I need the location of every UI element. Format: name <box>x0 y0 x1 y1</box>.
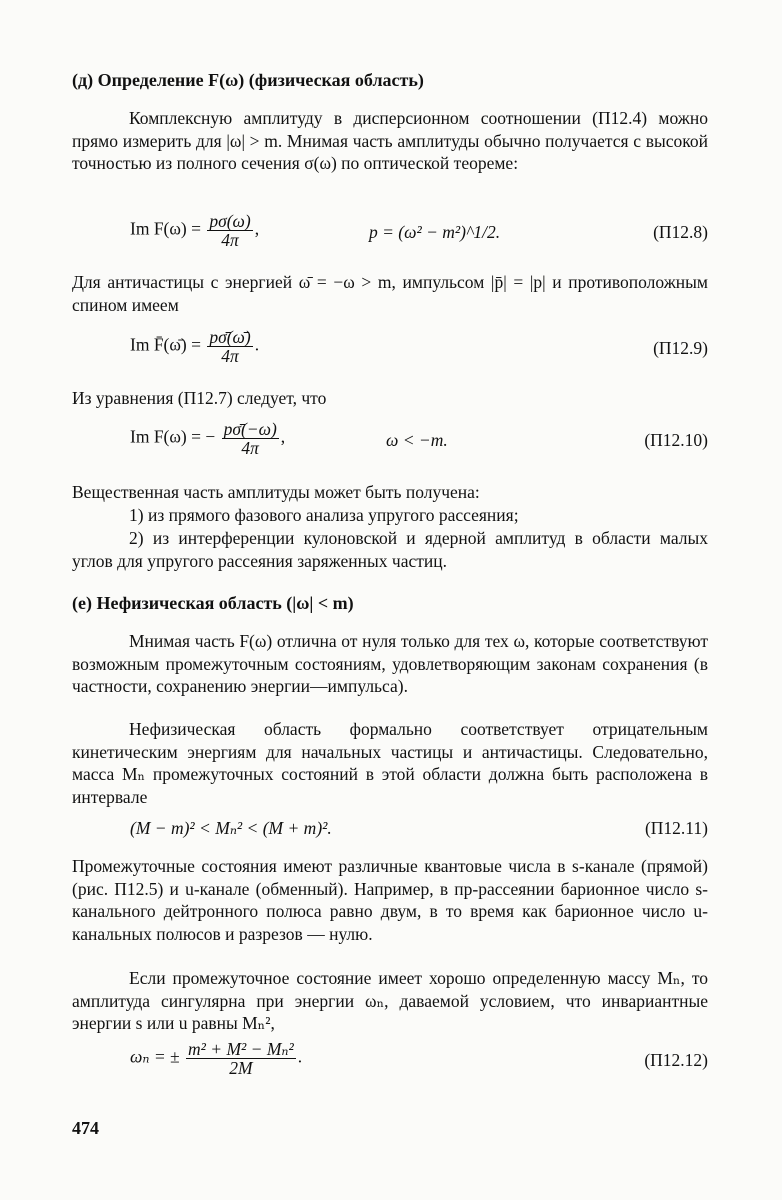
section-d-heading: (д) Определение F(ω) (физическая область) <box>72 70 424 90</box>
paragraph-7: Промежуточные состояния имеют различные квантовые числа в s-канале (прямой) (рис. П12.5) и u-канале (обменный). Например, в пр-рассеянии барионное число s-канального дейтронного полюса равно двум, в то время как барионное число u-канальных полюсов и разрезов — нулю. <box>72 856 708 944</box>
eq12-numerator: m² + M² − Mₙ² <box>188 1039 294 1059</box>
paragraph-5: Мнимая часть F(ω) отлична от нуля только для тех ω, которые соответствуют возможным промежуточным состояниям, удовлетворяющим законам сохранения (в частности, сохранению энергии—импульса). <box>72 631 708 696</box>
equation-p12-11 <box>72 818 708 858</box>
eq12-number: (П12.12) <box>644 1050 708 1070</box>
equation-p12-8: Im F(ω) = $\frac{p\sigma(\omega)}{4\pi}$ , p = (ω² − m²)^1/2. (П12.8) <box>130 211 708 250</box>
paragraph-4: Вещественная часть амплитуды может быть получена: <box>72 482 480 502</box>
eq8-momentum: p = (ω² − m²)^1/2. <box>369 222 501 242</box>
eq10-lhs: Im F(ω) = − <box>130 426 216 447</box>
paragraph-3: Из уравнения (П12.7) следует, что <box>72 388 327 408</box>
paragraph-2: Для античастицы с энергией ω̄ = −ω > m, импульсом |p̄| = |p| и противоположным спином имеем <box>72 272 708 315</box>
equation-p12-12: ωₙ = ± $\frac{\text{m² + M² − Mₙ²}}{2M}$ . (П12.12) <box>130 1039 708 1078</box>
eq12-lhs: ωₙ = ± <box>130 1046 180 1067</box>
eq10-number: (П12.10) <box>644 430 708 450</box>
eq10-condition: ω < −m. <box>386 430 448 450</box>
eq9-lhs: Im F̄(ω̄) = <box>130 334 201 355</box>
paragraph-6: Нефизическая область формально соответствует отрицательным кинетическим энергиям для начальных частицы и античастицы. Следовательно, масса Mₙ промежуточных состояний в этой области должна быть расположена в интервале <box>72 719 708 807</box>
eq12-fraction <box>186 1040 296 1077</box>
eq9-fraction <box>207 328 252 365</box>
eq9-number: (П12.9) <box>653 338 708 358</box>
section-e-heading: (е) Нефизическая область (|ω| < m) <box>72 593 354 613</box>
list-item-2: 2) из интерференции кулоновской и ядерной амплитуд в области малых углов для упругого рассеяния заряженных частиц. <box>72 528 708 571</box>
eq9-numerator: pσ̄(ω̄) <box>209 327 251 347</box>
eq11-number: (П12.11) <box>644 818 708 838</box>
eq12-denominator: 2M <box>229 1058 253 1078</box>
eq8-denominator: 4π <box>221 230 239 250</box>
eq8-number: (П12.8) <box>653 222 708 242</box>
eq8-lhs: Im F(ω) = <box>130 218 201 239</box>
eq9-denominator: 4π <box>221 346 239 366</box>
list-item-1: 1) из прямого фазового анализа упругого рассеяния; <box>129 505 519 525</box>
equation-p12-9: Im F̄(ω̄) = $\frac{p\sigmā(\omegā)}{4\pi}$ . (П12.9) <box>130 327 708 366</box>
eq8-numerator: pσ(ω) <box>209 211 251 231</box>
page-number: 474 <box>72 1118 99 1138</box>
equation-p12-10: Im F(ω) = − $\frac{p\sigmā(-\omega)}{4\pi}$ , ω < −m. (П12.10) <box>130 419 708 458</box>
eq8-fraction <box>207 212 252 249</box>
eq10-denominator: 4π <box>241 438 259 458</box>
eq11-lhs: (M − m)² < Mₙ² < (M + m)². <box>130 818 332 838</box>
paragraph-8: Если промежуточное состояние имеет хорошо определенную массу Mₙ, то амплитуда сингулярна при энергии ωₙ, даваемой условием, что инвариантные энергии s или u равны Mₙ², <box>72 968 708 1033</box>
eq10-numerator: pσ̄(−ω) <box>223 419 277 439</box>
eq10-fraction <box>222 420 279 457</box>
paragraph-1: Комплексную амплитуду в дисперсионном соотношении (П12.4) можно прямо измерить для |ω| > m. Мнимая часть амплитуды обычно получается с высокой точностью из полного сечения σ(ω) по оптической теореме: <box>72 108 708 173</box>
